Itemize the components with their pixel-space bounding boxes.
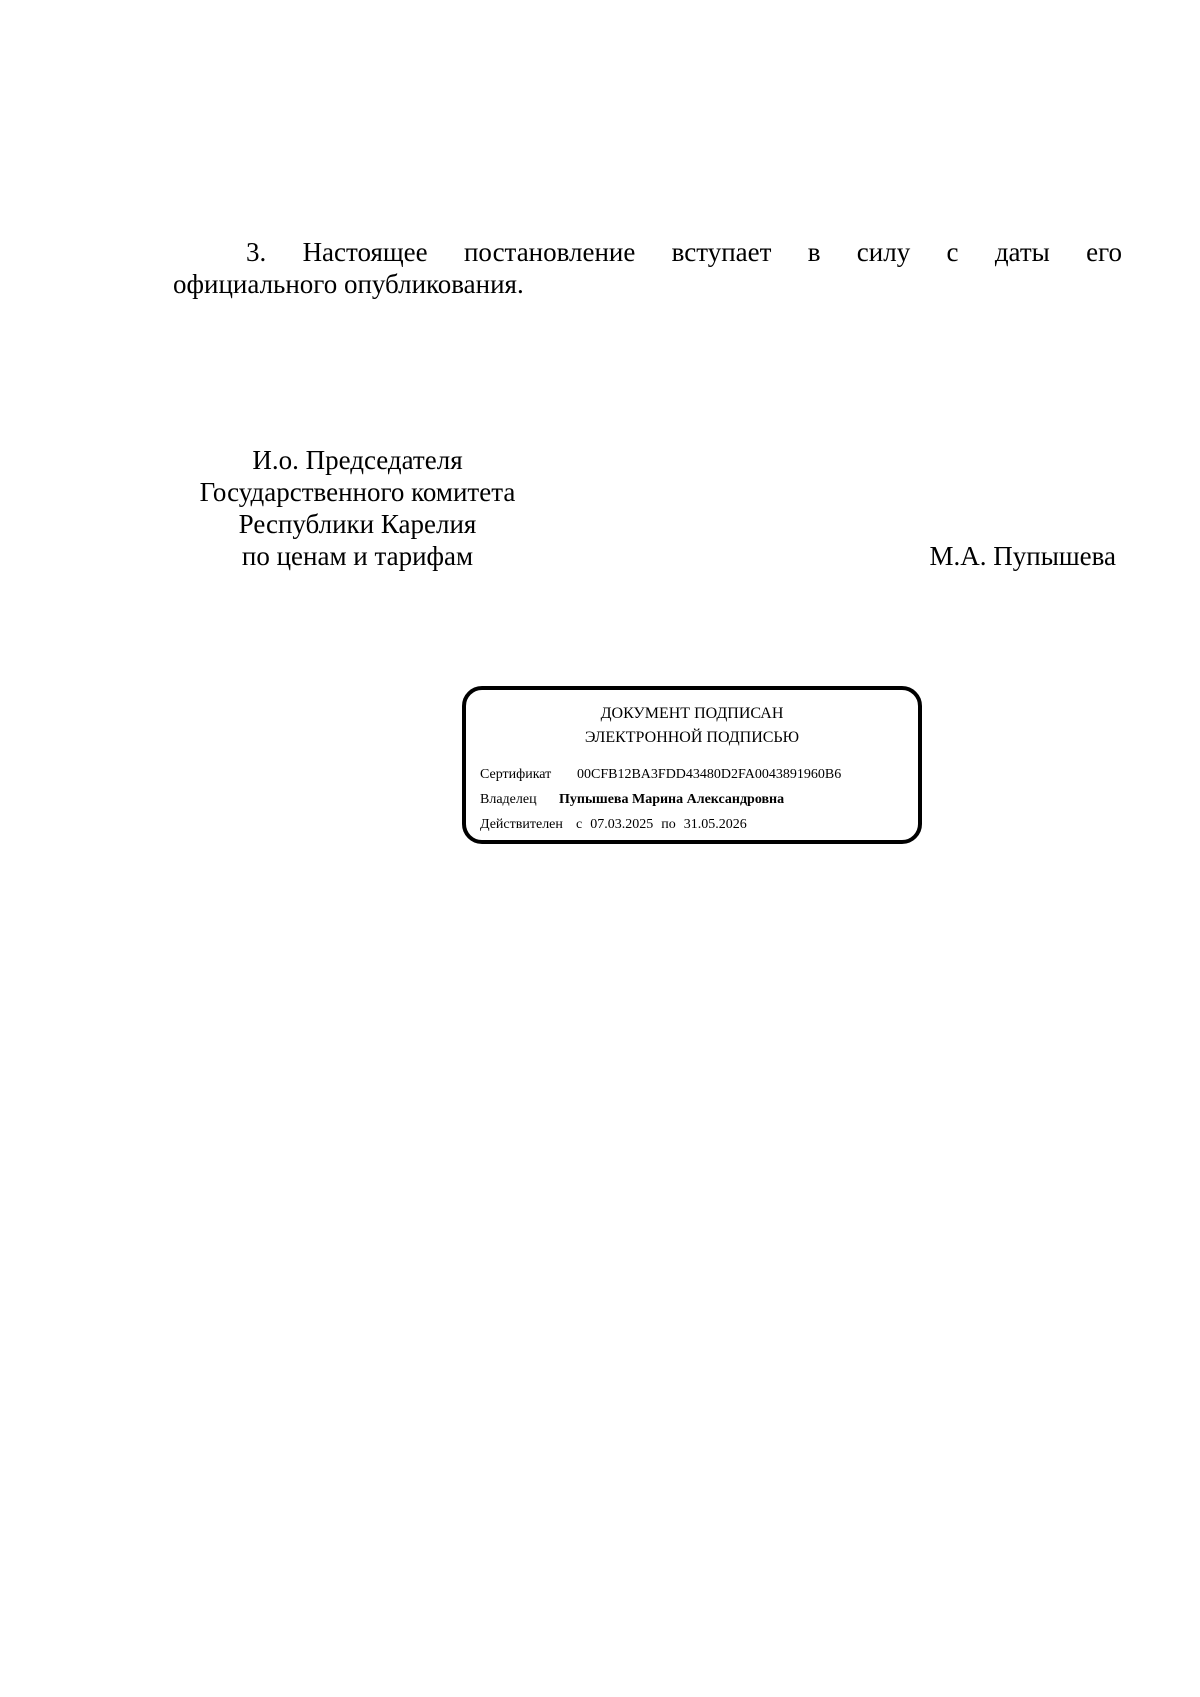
signer-position-line: по ценам и тарифам: [241, 541, 474, 571]
owner-value: Пупышева Марина Александровна: [559, 792, 785, 807]
valid-from-prefix: с: [576, 817, 583, 832]
stamp-owner-row: [480, 791, 784, 809]
valid-from-date: 07.03.2025: [590, 817, 654, 832]
paragraph-word: Настоящее: [302, 237, 428, 267]
stamp-header-line: ЭЛЕКТРОННОЙ ПОДПИСЬЮ: [584, 729, 800, 746]
paragraph-number: 3.: [246, 237, 267, 267]
valid-to-date: 31.05.2026: [683, 817, 747, 832]
paragraph-word: его: [1086, 237, 1122, 267]
validity-label: Действителен: [480, 817, 563, 832]
owner-label: Владелец: [480, 792, 537, 807]
paragraph-word: силу: [856, 237, 911, 267]
paragraph-first-line: [173, 236, 1122, 268]
stamp-header-line: ДОКУМЕНТ ПОДПИСАН: [600, 705, 784, 722]
signer-position-line: И.о. Председателя: [252, 445, 463, 475]
stamp-validity-row: [480, 816, 747, 834]
paragraph-word: вступает: [671, 237, 772, 267]
stamp-certificate-row: [480, 766, 841, 784]
paragraph-continuation: официального опубликования.: [173, 269, 524, 299]
signer-position: [170, 444, 545, 572]
paragraph-word: постановление: [463, 237, 636, 267]
certificate-label: Сертификат: [480, 767, 552, 782]
signer-position-line: Государственного комитета: [199, 477, 516, 507]
valid-to-prefix: по: [661, 817, 676, 832]
electronic-signature-stamp: [462, 686, 922, 844]
paragraph-word: в: [807, 237, 821, 267]
paragraph-3: [173, 236, 1122, 300]
certificate-value: 00CFB12BA3FDD43480D2FA0043891960B6: [577, 767, 842, 782]
paragraph-word: с: [946, 237, 959, 267]
stamp-header: [466, 702, 918, 750]
signer-name: М.А. Пупышева: [929, 541, 1116, 571]
signer-position-line: Республики Карелия: [238, 509, 477, 539]
paragraph-word: даты: [994, 237, 1050, 267]
